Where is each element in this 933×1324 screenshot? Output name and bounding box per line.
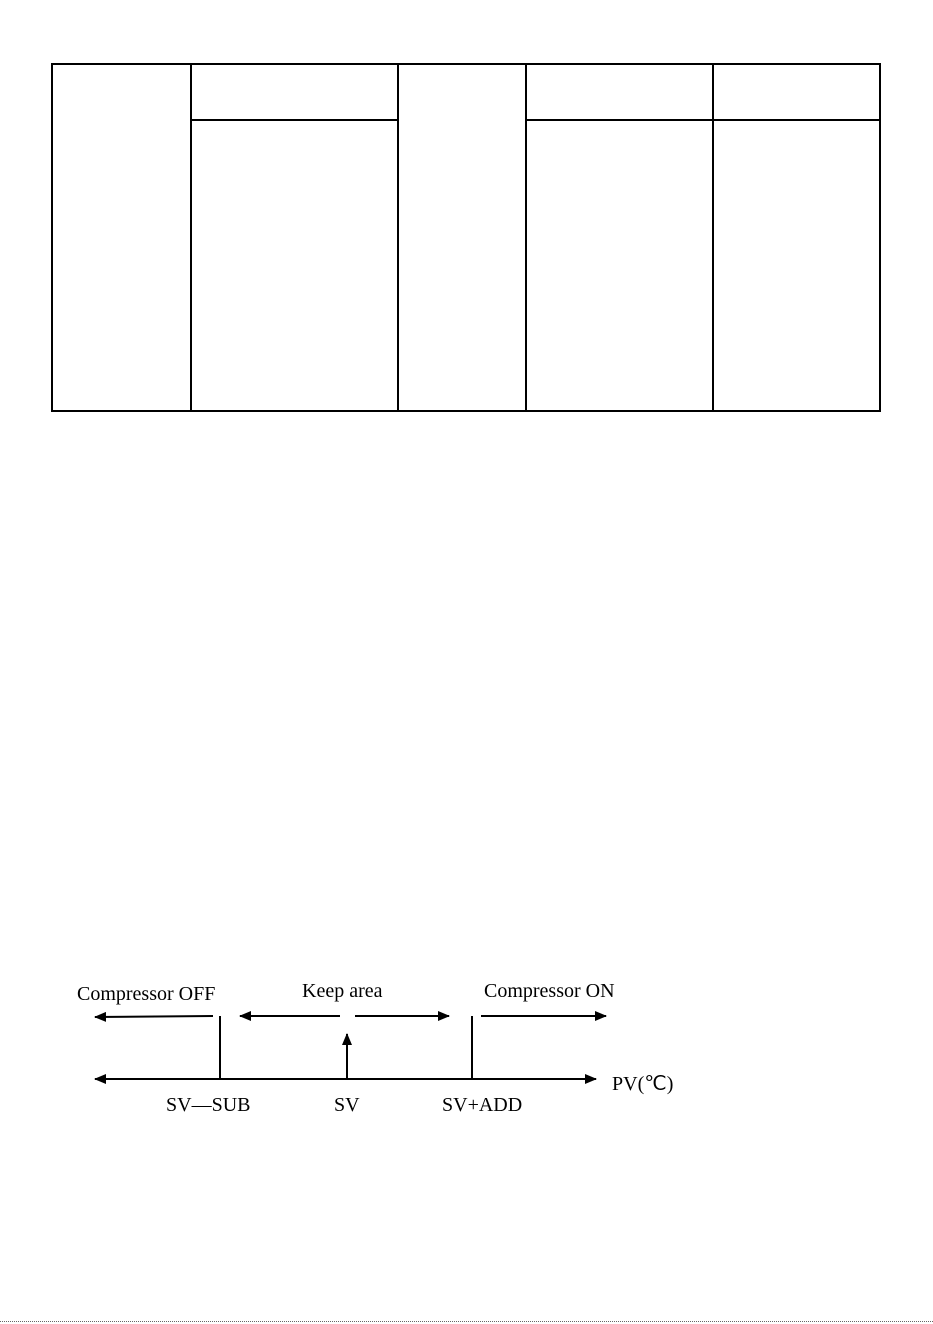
compressor-off-arrow	[95, 1016, 213, 1017]
tick-label-sv-add: SV+ADD	[442, 1094, 523, 1116]
pv-axis-unit-label: PV(℃)	[612, 1073, 674, 1095]
compressor-on-label: Compressor ON	[484, 980, 615, 1002]
tick-label-sv-sub: SV—SUB	[166, 1094, 251, 1116]
keep-area-label: Keep area	[302, 980, 383, 1002]
tick-label-sv: SV	[334, 1094, 360, 1116]
page-bottom-rule	[0, 1321, 933, 1322]
compressor-off-label: Compressor OFF	[77, 983, 216, 1005]
